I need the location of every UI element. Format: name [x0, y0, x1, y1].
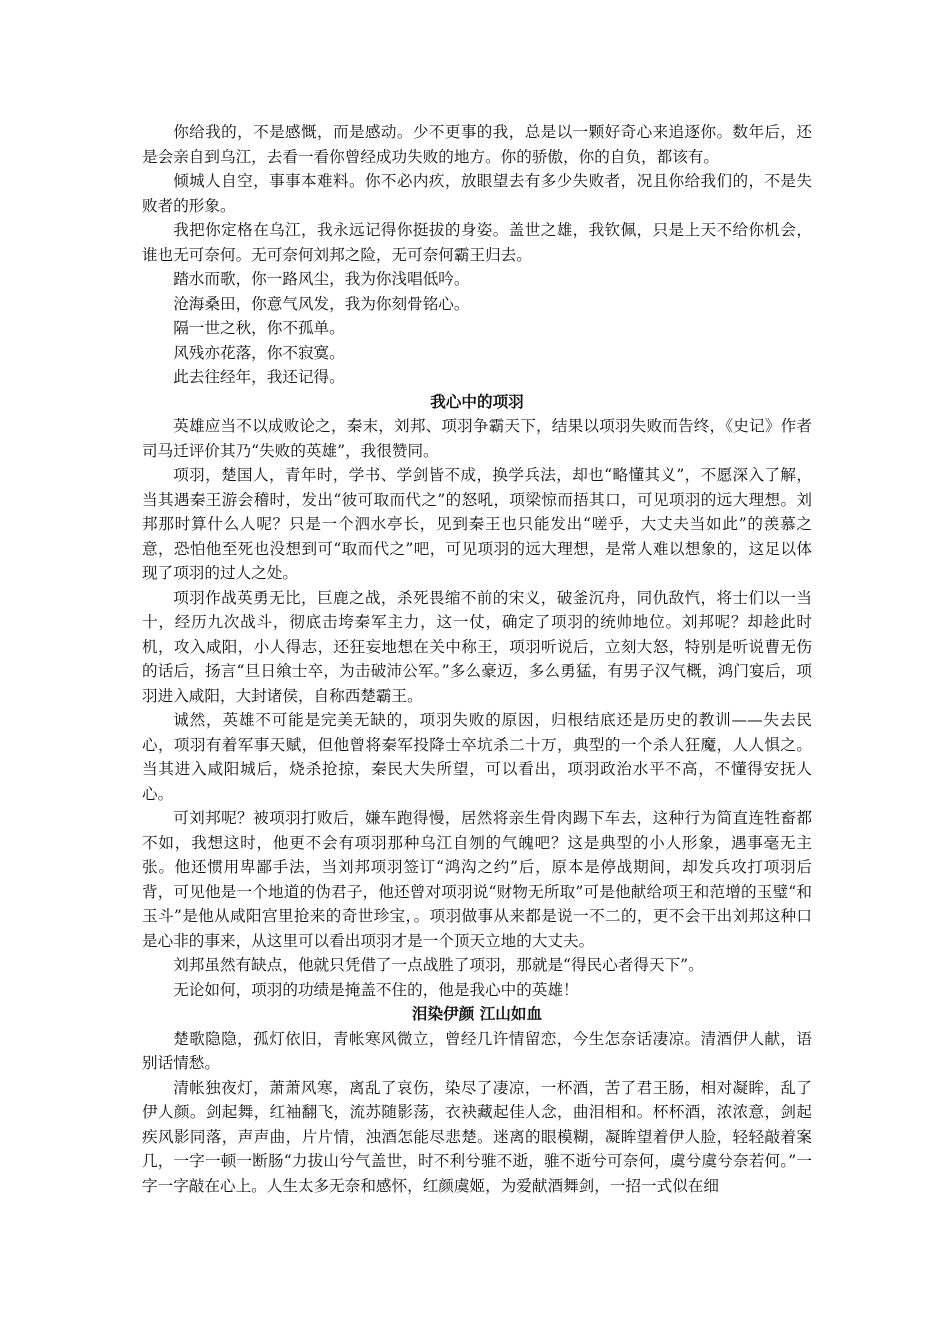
paragraph: 此去往经年，我还记得。	[173, 368, 345, 386]
document-page	[142, 120, 812, 1198]
paragraph: 英雄应当不以成败论之，秦末，刘邦、项羽争霸天下，结果以项羽失败而告终，《史记》作者司马迁评价其乃“失败的英雄”，我很赞同。	[142, 417, 812, 460]
paragraph: 项羽，楚国人，青年时，学书、学剑皆不成，换学兵法，却也“略懂其义”，不愿深入了解，当其遇秦王游会稽时，发出“彼可取而代之”的怒吼，项梁惊而捂其口，可见项羽的远大理想。刘邦那时算什么人呢？只是一个泗水亭长，见到秦王也只能发出“嗟乎，大丈夫当如此”的羡慕之意，恐怕他至死也没想到可“取而代之”吧，可见项羽的远大理想，是常人难以想象的，这足以体现了项羽的过人之处。	[142, 466, 812, 582]
section-xiangyu	[142, 390, 812, 1003]
section-title: 泪染伊颜 江山如血	[411, 1005, 543, 1023]
paragraph: 清帐独夜灯，萧萧风寒，离乱了哀伤，染尽了凄凉，一杯酒，苦了君王肠，相对凝眸，乱了伊人颜。剑起舞，红袖翻飞，流苏随影荡，衣袂藏起佳人念，曲泪相和。杯杯酒，浓浓意，剑起疾风影同落，声声曲，片片情，浊酒怎能尽悲楚。迷离的眼模糊，凝眸望着伊人脸，轻轻敲着案几，一字一顿一断肠“力拔山兮气盖世，时不利兮骓不逝，骓不逝兮可奈何，虞兮虞兮奈若何。”一字一字敲在心上。人生太多无奈和感怀，红颜虞姬，为爱献酒舞剑，一招一式似在细	[142, 1078, 812, 1195]
paragraph: 诚然，英雄不可能是完美无缺的，项羽失败的原因，归根结底还是历史的教训——失去民心，项羽有着军事天赋，但他曾将秦军投降士卒坑杀二十万，典型的一个杀人狂魔，人人惧之。当其进入咸阳城后，烧杀抢掠，秦民大失所望，可以看出，项羽政治水平不高，不懂得安抚人心。	[142, 711, 812, 803]
paragraph: 楚歌隐隐，孤灯依旧，青帐寒风微立，曾经几许情留恋，今生怎奈话凄凉。清酒伊人献，语别话情愁。	[142, 1029, 812, 1072]
section-title: 我心中的项羽	[430, 392, 524, 411]
paragraph: 我把你定格在乌江，我永远记得你挺拔的身姿。盖世之雄，我钦佩，只是上天不给你机会，谁也无可奈何。无可奈何刘邦之险，无可奈何霸王归去。	[142, 221, 812, 264]
paragraph: 无论如何，项羽的功绩是掩盖不住的，他是我心中的英雄！	[173, 980, 579, 999]
paragraph: 你给我的，不是感慨，而是感动。少不更事的我，总是以一颗好奇心来追逐你。数年后，还是会亲自到乌江，去看一看你曾经成功失败的地方。你的骄傲，你的自负，都该有。	[142, 123, 812, 166]
paragraph: 隔一世之秋，你不孤单。	[173, 319, 345, 337]
paragraph: 风残亦花落，你不寂寞。	[173, 343, 345, 362]
section-tears	[142, 1002, 812, 1198]
paragraph: 踏水而歌，你一路风尘，我为你浅唱低吟。	[173, 270, 470, 288]
paragraph: 倾城人自空，事事本难料。你不必内疚，放眼望去有多少失败者，况且你给我们的，不是失败者的形象。	[142, 172, 812, 215]
section-intro	[142, 120, 812, 390]
paragraph: 刘邦虽然有缺点，他就只凭借了一点战胜了项羽，那就是“得民心者得天下”。	[173, 956, 704, 974]
paragraph: 沧海桑田，你意气风发，我为你刻骨铭心。	[173, 294, 470, 313]
paragraph: 可刘邦呢？被项羽打败后，嫌车跑得慢，居然将亲生骨肉踢下车去，这种行为简直连牲畜都不如，我想这时，他更不会有项羽那种乌江自刎的气魄吧？这是典型的小人形象，遇事毫无主张。他还惯用卑鄙手法，当刘邦项羽签订“鸿沟之约”后，原本是停战期间，却发兵攻打项羽后背，可见他是一个地道的伪君子，他还曾对项羽说“财物无所取”可是他献给项王和范增的玉璧“和玉斗”是他从咸阳宫里抢来的奇世珍宝，。项羽做事从来都是说一不二的，更不会干出刘邦这种口是心非的事来，从这里可以看出项羽才是一个顶天立地的大丈夫。	[142, 809, 812, 950]
paragraph: 项羽作战英勇无比，巨鹿之战，杀死畏缩不前的宋义，破釜沉舟，同仇敌忾，将士们以一当十，经历九次战斗，彻底击垮秦军主力，这一仗，确定了项羽的统帅地位。刘邦呢？却趁此时机，攻入咸阳，小人得志，还狂妄地想在关中称王，项羽听说后，立刻大怒，特别是听说曹无伤的话后，扬言“旦日飨士卒，为击破沛公军。”多么豪迈，多么勇猛，有男子汉气概，鸿门宴后，项羽进入咸阳，大封诸侯，自称西楚霸王。	[142, 588, 812, 705]
